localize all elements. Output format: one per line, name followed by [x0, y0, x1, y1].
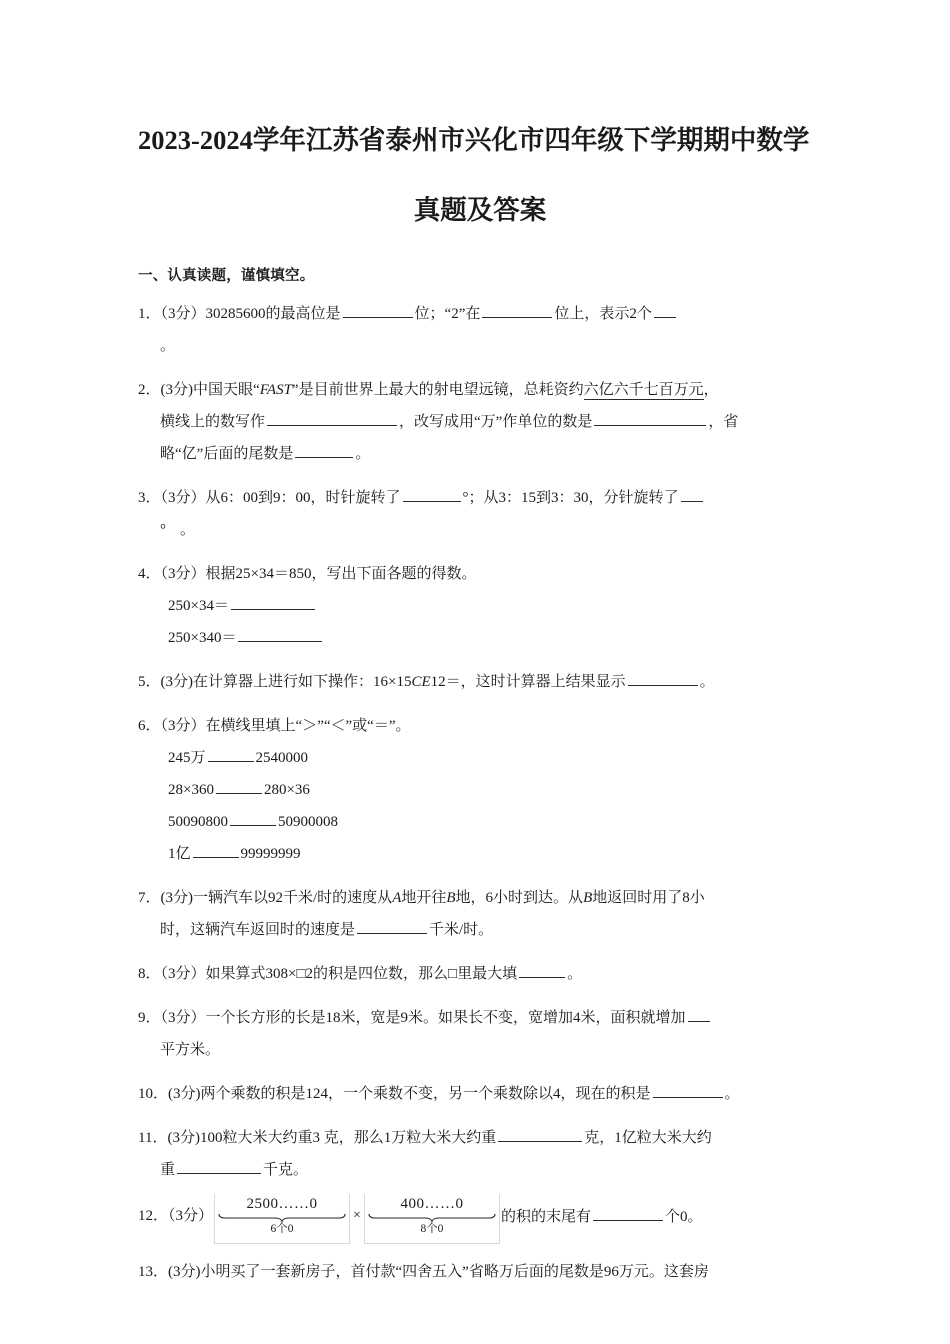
question-1-blank-3[interactable] [654, 303, 676, 318]
question-11-text-a: 100粒大米大约重3 克，那么1万粒大米大约重 [199, 1130, 497, 1146]
question-6-right-1: 2540000 [255, 750, 309, 766]
question-1-score: （3分） [160, 306, 206, 322]
question-12-text-a: 的积的末尾有 [500, 1208, 591, 1225]
question-2-text-h: 。 [355, 446, 371, 462]
document-title-line-2: 真题及答案 [413, 195, 547, 225]
question-6-subitem-1 [138, 742, 822, 774]
question-7-line-1 [138, 882, 822, 914]
question-8-number: 8． [138, 966, 161, 982]
question-12-operand-1: 2500……0 [246, 1196, 318, 1212]
question-13-score: (3分) [168, 1264, 201, 1280]
question-8-text-b: 。 [567, 966, 583, 982]
question-13-line-1 [138, 1256, 822, 1288]
question-9-number: 9． [138, 1010, 161, 1026]
question-10-text-a: 两个乘数的积是124，一个乘数不变，另一个乘数除以4，现在的积是 [200, 1086, 651, 1102]
question-3-number: 3． [138, 490, 161, 506]
question-12-zero-count-2: 8个0 [420, 1223, 444, 1235]
question-9-score: （3分） [160, 1010, 206, 1026]
question-6-right-4: 99999999 [240, 846, 301, 862]
question-9 [138, 1002, 822, 1066]
page-content [138, 0, 822, 1288]
section-heading-fill-in-blanks: 一、认真读题，谨慎填空。 [138, 268, 315, 284]
question-12-multiply-icon: × [353, 1208, 361, 1223]
question-11-blank-1[interactable] [498, 1127, 582, 1142]
question-7-line-2 [138, 914, 822, 946]
question-7-text-c: 地，6小时到达。从 [455, 890, 584, 906]
question-5-ce-key-label: CE [411, 674, 431, 690]
question-9-line-1 [138, 1002, 822, 1034]
question-3-blank-2[interactable] [681, 487, 703, 502]
question-5-blank-1[interactable] [628, 671, 698, 686]
question-2-line-2 [138, 406, 822, 438]
question-8 [138, 958, 822, 990]
question-6-text: 在横线里填上“＞”“＜”或“＝”。 [205, 718, 411, 734]
question-2-text-a: 中国天眼“ [193, 382, 260, 398]
question-11-number: 11． [138, 1130, 168, 1146]
question-7-number: 7． [138, 890, 161, 906]
question-10 [138, 1078, 822, 1110]
question-4-score: （3分） [160, 566, 206, 582]
question-12-text-b: 个0。 [664, 1208, 703, 1225]
question-2-underlined-amount: 六亿六千七百万元 [583, 382, 704, 398]
question-4-expr-1: 250×34＝ [168, 598, 229, 614]
question-8-blank-1[interactable] [519, 963, 565, 978]
question-11-text-b: 克，1亿粒大米大约 [584, 1130, 712, 1146]
question-1-text-b: 位；“2”在 [414, 306, 481, 322]
question-4 [138, 558, 822, 654]
question-10-text-b: 。 [724, 1086, 740, 1102]
question-3-line-2 [138, 514, 822, 546]
question-1-line-2: 。 [160, 338, 176, 354]
question-12-line-1 [138, 1194, 822, 1244]
question-4-subitem-1 [138, 590, 822, 622]
question-2-text-e: ，改写成用“万”作单位的数是 [399, 414, 593, 430]
question-4-number: 4． [138, 566, 161, 582]
question-2-blank-3[interactable] [295, 443, 353, 458]
question-12-underbrace-1 [214, 1194, 350, 1244]
question-9-line-2: 平方米。 [160, 1042, 221, 1058]
question-2-number: 2． [138, 382, 161, 398]
underbrace-icon-2 [367, 1213, 497, 1222]
question-7-point-a: A [392, 890, 402, 906]
question-4-text: 根据25×34＝850，写出下面各题的得数。 [205, 566, 477, 582]
question-7-blank-1[interactable] [357, 919, 427, 934]
question-7 [138, 882, 822, 946]
question-13-text-a: 小明买了一套新房子，首付款“四舍五入”省略万后面的尾数是96万元。这套房 [200, 1264, 709, 1280]
question-2-fast-label: FAST [259, 382, 292, 398]
question-4-expr-2: 250×340＝ [168, 630, 237, 646]
question-1-number: 1． [138, 306, 161, 322]
question-12-number: 12． [138, 1208, 169, 1224]
question-12 [138, 1194, 822, 1244]
question-2-text-g: 略“亿”后面的尾数是 [160, 446, 294, 462]
question-4-line-1 [138, 558, 822, 590]
question-7-text-b: 地开往 [401, 890, 447, 906]
question-6-right-2: 280×36 [263, 782, 310, 798]
question-2-score: (3分) [160, 382, 194, 398]
question-6-right-3: 50900008 [278, 814, 338, 830]
question-7-text-f: 千米/时。 [429, 922, 494, 938]
question-1-blank-2[interactable] [482, 303, 552, 318]
question-6-left-2: 28×360 [168, 782, 214, 798]
question-3-line-1 [138, 482, 822, 514]
question-13-number: 13． [138, 1264, 169, 1280]
question-11-blank-2[interactable] [177, 1159, 261, 1174]
question-6-left-1: 245万 [168, 750, 206, 766]
question-2-text-b: ”是目前世界上最大的射电望远镜，总耗资约 [291, 382, 584, 398]
question-3-degree-symbol: ° [160, 522, 166, 538]
question-3-score: （3分） [160, 490, 206, 506]
question-9-blank-1[interactable] [688, 1007, 710, 1022]
question-2-text-c: ， [703, 382, 719, 398]
question-11-text-c: 重 [160, 1162, 176, 1178]
question-1-blank-1[interactable] [343, 303, 413, 318]
question-5-line-1 [138, 666, 822, 698]
question-13 [138, 1256, 822, 1288]
question-1-text-c: 位上，表示2个 [554, 306, 652, 322]
question-2-text-f: ，省 [708, 414, 739, 430]
question-6-blank-2[interactable] [216, 779, 262, 794]
question-11 [138, 1122, 822, 1186]
question-12-score: （3分） [168, 1208, 214, 1224]
question-7-text-a: 一辆汽车以92千米/时的速度从 [193, 890, 393, 906]
document-title-line-1: 2023-2024学年江苏省泰州市兴化市四年级下学期期中数学 [138, 125, 810, 155]
question-5-text-a: 在计算器上进行如下操作：16×15 [193, 674, 412, 690]
question-7-point-b: B [446, 890, 456, 906]
question-10-score: (3分) [168, 1086, 201, 1102]
question-6-blank-1[interactable] [208, 747, 254, 762]
question-5-number: 5． [138, 674, 161, 690]
question-6-subitem-3 [138, 806, 822, 838]
question-5-text-c: 。 [699, 674, 715, 690]
question-2-blank-2[interactable] [594, 411, 706, 426]
question-3-period: 。 [180, 522, 196, 538]
question-11-score: (3分) [167, 1130, 200, 1146]
question-1-line-1 [138, 298, 822, 330]
question-7-text-e: 时，这辆汽车返回时的速度是 [160, 922, 356, 938]
question-7-text-d: 地返回时用了8小 [592, 890, 705, 906]
question-2-text-d: 横线上的数写作 [160, 414, 266, 430]
question-10-blank-1[interactable] [653, 1083, 723, 1098]
underbrace-icon-1 [217, 1213, 347, 1222]
question-4-subitem-2 [138, 622, 822, 654]
question-1-text-a: 30285600的最高位是 [205, 306, 341, 322]
question-10-line-1 [138, 1078, 822, 1110]
question-6-score: （3分） [160, 718, 206, 734]
question-8-line-1 [138, 958, 822, 990]
question-2-blank-1[interactable] [267, 411, 397, 426]
question-5-text-b: 12＝，这时计算器上结果显示 [430, 674, 626, 690]
question-12-operand-2: 400……0 [400, 1196, 464, 1212]
question-2-line-3 [138, 438, 822, 470]
question-11-line-2 [138, 1154, 822, 1186]
question-2-line-1 [138, 374, 822, 406]
question-7-point-b-2: B [583, 890, 593, 906]
question-6-left-3: 50090800 [168, 814, 228, 830]
question-6 [138, 710, 822, 870]
question-6-subitem-2 [138, 774, 822, 806]
question-1 [138, 298, 822, 362]
question-6-subitem-4 [138, 838, 822, 870]
question-5-score: (3分) [160, 674, 194, 690]
question-4-blank-2[interactable] [238, 627, 322, 642]
question-3-text-b: °；从3：15到3：30，分针旋转了 [462, 490, 679, 506]
question-12-blank-1[interactable] [593, 1205, 663, 1220]
question-6-left-4: 1亿 [168, 846, 191, 862]
question-6-blank-3[interactable] [230, 811, 276, 826]
question-4-blank-1[interactable] [231, 595, 315, 610]
question-7-score: (3分) [160, 890, 194, 906]
question-11-text-d: 千克。 [263, 1162, 309, 1178]
question-5 [138, 666, 822, 698]
question-11-line-1 [138, 1122, 822, 1154]
question-12-underbrace-2 [364, 1194, 500, 1244]
question-8-score: （3分） [160, 966, 206, 982]
question-2 [138, 374, 822, 470]
question-8-text-a: 如果算式308×□2的积是四位数，那么□里最大填 [205, 966, 518, 982]
question-9-text-a: 一个长方形的长是18米，宽是9米。如果长不变，宽增加4米，面积就增加 [205, 1010, 686, 1026]
question-6-number: 6． [138, 718, 161, 734]
question-6-line-1 [138, 710, 822, 742]
question-10-number: 10． [138, 1086, 169, 1102]
question-6-blank-4[interactable] [193, 843, 239, 858]
question-3-text-a: 从6：00到9：00，时针旋转了 [205, 490, 401, 506]
question-3 [138, 482, 822, 546]
question-12-zero-count-1: 6个0 [270, 1223, 294, 1235]
question-3-blank-1[interactable] [403, 487, 461, 502]
